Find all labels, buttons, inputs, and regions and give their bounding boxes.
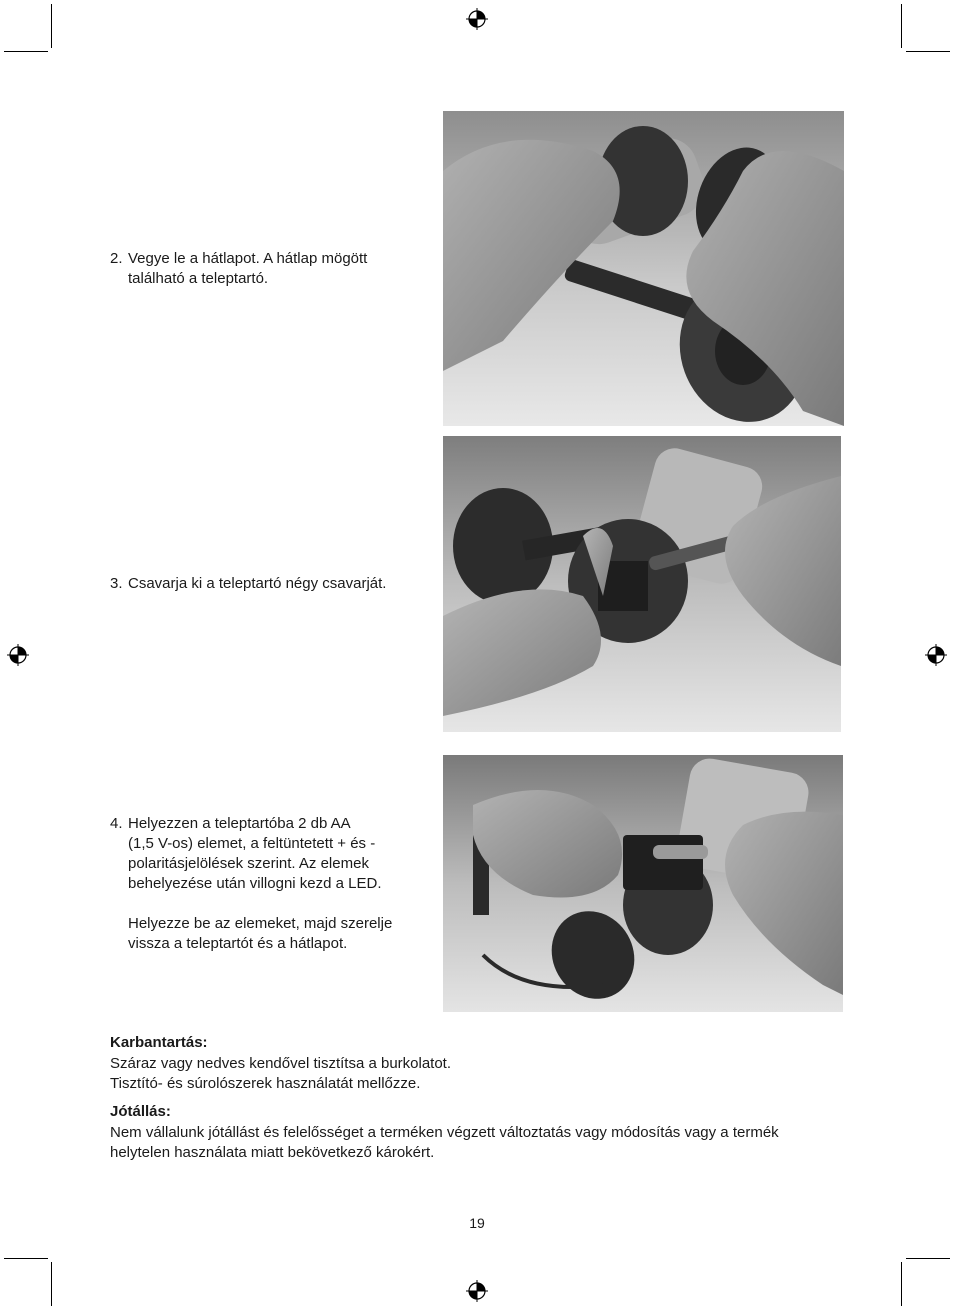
crop-mark [901,4,902,48]
registration-mark-icon [466,8,488,30]
step-text-line: Vegye le a hátlapot. A hátlap mögött [128,250,368,267]
crop-mark [4,51,48,52]
crop-mark [901,1262,902,1306]
crop-mark [51,1262,52,1306]
page-number: 19 [469,1215,485,1231]
warranty-text [110,1123,870,1163]
step-text-line: Helyezze be az elemeket, majd szerelje [128,915,393,932]
photo-unscrew-battery-holder [443,436,841,732]
step-number: 4. [110,815,123,832]
step-text-line: polaritásjelölések szerint. Az elemek [128,855,369,872]
warranty-line: helytelen használata miatt bekövetkező károkért. [110,1144,435,1161]
crop-mark [51,4,52,48]
warranty-line: Nem vállalunk jótállást és felelősséget a terméken végzett változtatás vagy módosítás vagy a termék [110,1124,779,1141]
step-number: 3. [110,575,123,592]
maintenance-line: Száraz vagy nedves kendővel tisztítsa a burkolatot. [110,1055,452,1072]
registration-mark-icon [925,644,947,666]
crop-mark [906,1258,950,1259]
maintenance-text [110,1054,870,1094]
registration-mark-icon [7,644,29,666]
step-number: 2. [110,250,123,267]
step-text-line: (1,5 V-os) elemet, a feltüntetett + és - [128,835,376,852]
registration-mark-icon [466,1280,488,1302]
maintenance-line: Tisztító- és súrolószerek használatát mellőzze. [110,1075,421,1092]
step-text-line: Csavarja ki a teleptartó négy csavarját. [128,575,387,592]
warranty-heading: Jótállás: [110,1103,171,1120]
crop-mark [4,1258,48,1259]
photo-insert-batteries [443,755,843,1012]
step-text-line: behelyezése után villogni kezd a LED. [128,875,382,892]
photo-remove-back-cover [443,111,844,426]
step-text-line: Helyezzen a teleptartóba 2 db AA [128,815,351,832]
step-text-line: található a teleptartó. [128,270,269,287]
maintenance-heading: Karbantartás: [110,1034,208,1051]
crop-mark [906,51,950,52]
step-text-line: vissza a teleptartót és a hátlapot. [128,935,348,952]
